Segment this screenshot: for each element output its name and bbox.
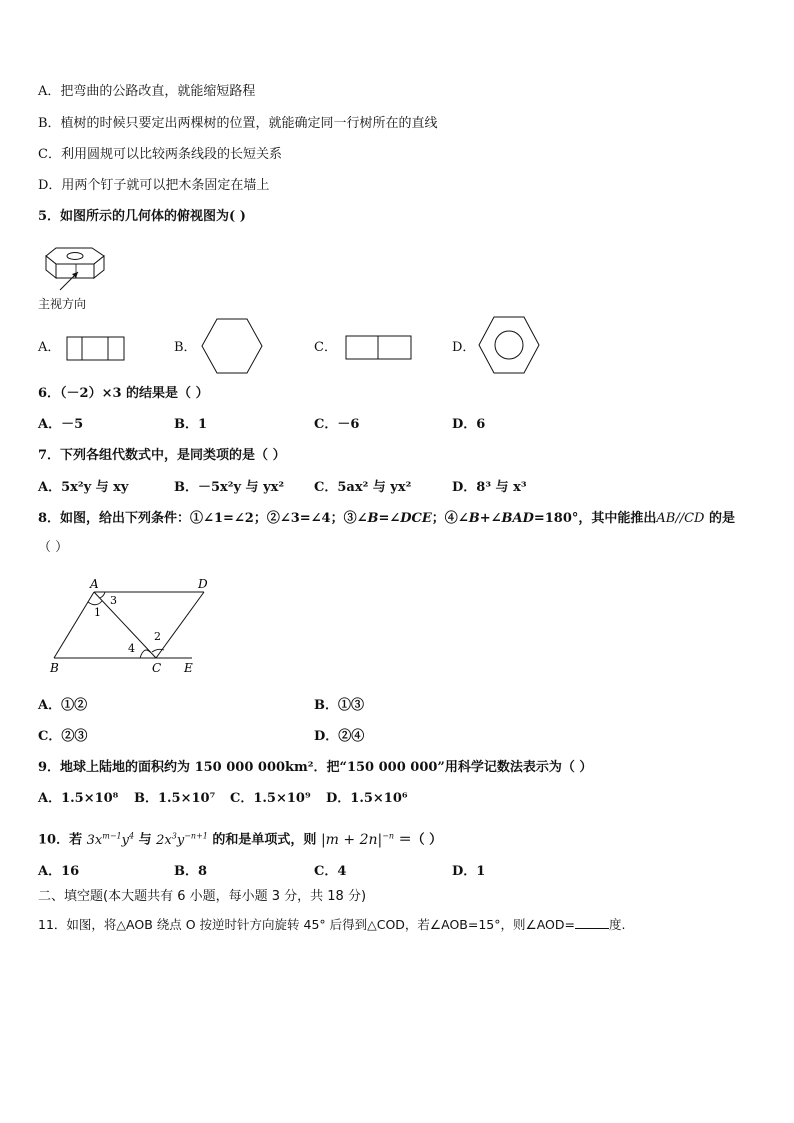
- q10-term-1: $3x^{m-1}y^4$: [86, 831, 135, 848]
- q4-option-a: A．把弯曲的公路改直，就能缩短路程: [38, 84, 256, 99]
- q8-point-c: C: [152, 661, 162, 675]
- q8-point-a: A: [90, 577, 99, 591]
- q5-option-d-figure: [477, 316, 541, 374]
- q5-option-c-figure: [345, 335, 413, 361]
- q8-stem-part-b: ；④: [431, 511, 458, 526]
- q8-condition-4b: +∠: [479, 511, 502, 526]
- q10-option-d: D．1: [452, 864, 486, 879]
- q8-option-c: C．②③: [38, 729, 88, 744]
- q10-option-a: A．16: [38, 864, 80, 879]
- q8-condition-4c: BAD: [501, 511, 534, 526]
- q8-answer-paren: （ ）: [38, 540, 69, 555]
- q5-option-b-figure: [200, 318, 264, 374]
- q7-stem: 7．下列各组代数式中，是同类项的是（ ）: [38, 448, 286, 463]
- q9-option-d: D．1.5×10⁶: [326, 791, 408, 806]
- q7-option-b: B．－5x²y 与 yx²: [174, 480, 285, 495]
- q9-option-c: C．1.5×10⁹: [230, 791, 311, 806]
- q5-hex-nut-figure: [38, 244, 110, 296]
- q8-angle-3: 3: [110, 594, 117, 607]
- q8-stem-part-a: 8．如图，给出下列条件：①∠1=∠2；②∠3=∠4；③: [38, 511, 357, 526]
- q6-option-a: A．－5: [38, 417, 84, 432]
- q8-condition-4a: ∠B: [457, 511, 480, 526]
- q8-point-e: E: [184, 661, 193, 675]
- q10-option-c: C．4: [314, 864, 347, 879]
- q8-option-b: B．①③: [314, 698, 364, 713]
- q5-label-c: C．: [314, 340, 337, 355]
- q10-stem-mid: 与: [138, 832, 152, 848]
- q5-label-b: B．: [174, 340, 197, 355]
- q8-stem-part-d: 的是: [704, 511, 735, 526]
- q10-abs-expression: $|m + 2n|^{-n}$: [320, 831, 395, 848]
- q8-parallelogram-figure: [44, 574, 208, 678]
- q4-option-c: C．利用圆规可以比较两条线段的长短关系: [38, 147, 282, 162]
- q10-stem-pre: 10．若: [38, 832, 83, 848]
- q8-ab-parallel-cd: AB//CD: [656, 511, 705, 526]
- q4-option-d: D．用两个钉子就可以把木条固定在墙上: [38, 178, 270, 193]
- q5-label-a: A．: [38, 340, 61, 355]
- q10-stem-post: 的和是单项式，则: [212, 832, 317, 848]
- q11-stem: [38, 916, 625, 933]
- q9-option-b: B．1.5×10⁷: [134, 791, 216, 806]
- q6-option-d: D．6: [452, 417, 486, 432]
- q6-stem: 6．（－2）×3 的结果是（ ）: [38, 386, 209, 401]
- q9-stem: 9．地球上陆地的面积约为 150 000 000km²．把“150 000 000”用科学记数法表示为（ ）: [38, 760, 593, 775]
- q11-answer-blank[interactable]: [575, 916, 609, 929]
- q7-option-c: C．5ax² 与 yx²: [314, 480, 412, 495]
- q8-stem-part-c: =180°，其中能推出: [533, 511, 657, 526]
- q7-option-a: A．5x²y 与 xy: [38, 480, 129, 495]
- q10-term-2: $2x^3y^{-n+1}$: [156, 831, 208, 848]
- q8-angle-4: 4: [128, 642, 135, 655]
- q5-option-a-figure: [66, 336, 126, 362]
- q5-label-d: D．: [452, 340, 476, 355]
- q8-option-a: A．①②: [38, 698, 88, 713]
- q11-stem-post: 度.: [609, 917, 626, 932]
- q9-option-a: A．1.5×10⁸: [38, 791, 119, 806]
- q10-option-b: B．8: [174, 864, 208, 879]
- q10-stem-tail: ＝（ ）: [398, 832, 443, 848]
- q4-option-b: B．植树的时候只要定出两棵树的位置，就能确定同一行树所在的直线: [38, 116, 438, 131]
- q11-stem-pre: 11．如图，将△AOB 绕点 O 按逆时针方向旋转 45° 后得到△COD，若∠AOB=15°，则∠AOD=: [38, 917, 575, 932]
- q7-option-d: D．8³ 与 x³: [452, 480, 527, 495]
- q8-point-b: B: [50, 661, 59, 675]
- q8-angle-2: 2: [154, 630, 161, 643]
- q5-stem: 5．如图所示的几何体的俯视图为( ): [38, 209, 246, 224]
- q6-option-c: C．－6: [314, 417, 360, 432]
- q6-option-b: B．1: [174, 417, 208, 432]
- section-2-heading: 二、填空题(本大题共有 6 小题，每小题 3 分，共 18 分): [38, 889, 367, 904]
- q10-stem: [38, 828, 442, 849]
- q8-stem: [38, 511, 735, 527]
- q8-point-d: D: [198, 577, 208, 591]
- q8-angle-1: 1: [94, 606, 101, 619]
- q5-view-caption: 主视方向: [38, 297, 87, 311]
- q8-option-d: D．②④: [314, 729, 365, 744]
- q8-condition-3: ∠B=∠DCE: [356, 511, 432, 526]
